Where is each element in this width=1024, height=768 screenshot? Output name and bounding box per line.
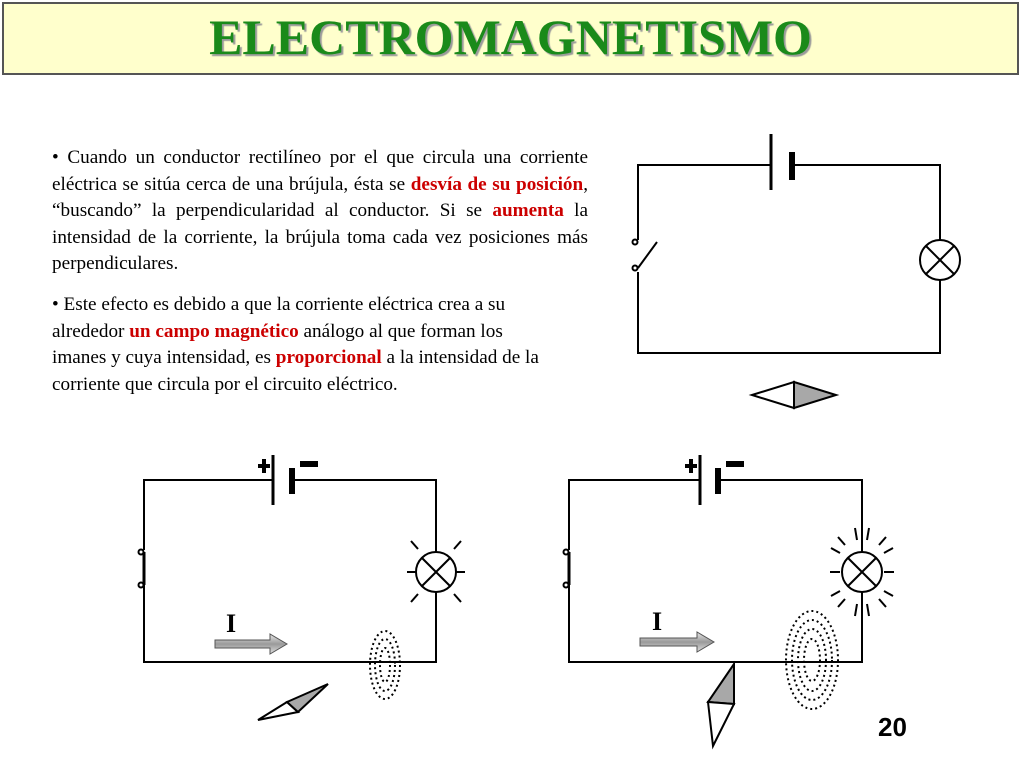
bullet: • (52, 147, 59, 168)
highlight-magnetic-field: un campo magnético (129, 320, 299, 342)
switch-contact (139, 550, 144, 555)
current-symbol: I (226, 609, 237, 638)
circuit-closed-low (139, 455, 466, 662)
circuit-open (633, 134, 961, 353)
wire (792, 165, 940, 240)
minus-icon (726, 461, 744, 467)
wire (144, 585, 436, 662)
plus-icon (258, 459, 270, 473)
compass-needle-icon (258, 684, 328, 720)
switch-contact (139, 583, 144, 588)
paragraph-2-text-c: a la intensidad de la corriente que circula por el circuito eléctrico. (52, 347, 539, 395)
compass-needle-icon (708, 664, 734, 746)
paragraph-2-text-b: análogo al que forman los imanes y cuya intensidad, es (52, 320, 503, 368)
lamp-icon (842, 552, 882, 592)
lamp-icon (416, 552, 456, 592)
wire (638, 165, 771, 240)
wire (638, 272, 940, 353)
switch-contact (633, 240, 638, 245)
highlight-deviation: desvía de su posición (410, 173, 584, 195)
wire (569, 585, 862, 662)
switch-contact (633, 266, 638, 271)
wire (292, 480, 436, 552)
wire (144, 480, 273, 550)
circuit-closed-high (564, 455, 895, 662)
highlight-proportional: proporcional (275, 347, 382, 368)
page-number: 20 (878, 712, 907, 742)
paragraph-1-text-b: , “buscando” la perpendicularidad al conductor. Si se (52, 173, 588, 221)
switch-contact (564, 550, 569, 555)
page-title: ELECTROMAGNETISMO (209, 9, 812, 65)
switch-lever (638, 242, 657, 268)
current-symbol: I (652, 607, 663, 636)
paragraph-2-text-a: Este efecto es debido a que la corriente eléctrica crea a su alrededor (52, 294, 506, 342)
highlight-increase: aumenta (492, 200, 564, 221)
bullet: • (52, 294, 59, 315)
wire (569, 480, 700, 550)
paragraph-1-text-a: Cuando un conductor rectilíneo por el que circula una corriente eléctrica se sitúa cerca de una brújula, ésta se (52, 147, 588, 195)
plus-icon (685, 459, 697, 473)
magnetic-field-icon (786, 611, 838, 709)
switch-contact (564, 583, 569, 588)
paragraph-1-text-c: la intensidad de la corriente, la brújula toma cada vez posiciones más perpendiculares. (52, 200, 588, 274)
lamp-icon (920, 240, 960, 280)
compass-needle-icon (752, 382, 836, 408)
minus-icon (300, 461, 318, 467)
magnetic-field-icon (370, 631, 400, 699)
